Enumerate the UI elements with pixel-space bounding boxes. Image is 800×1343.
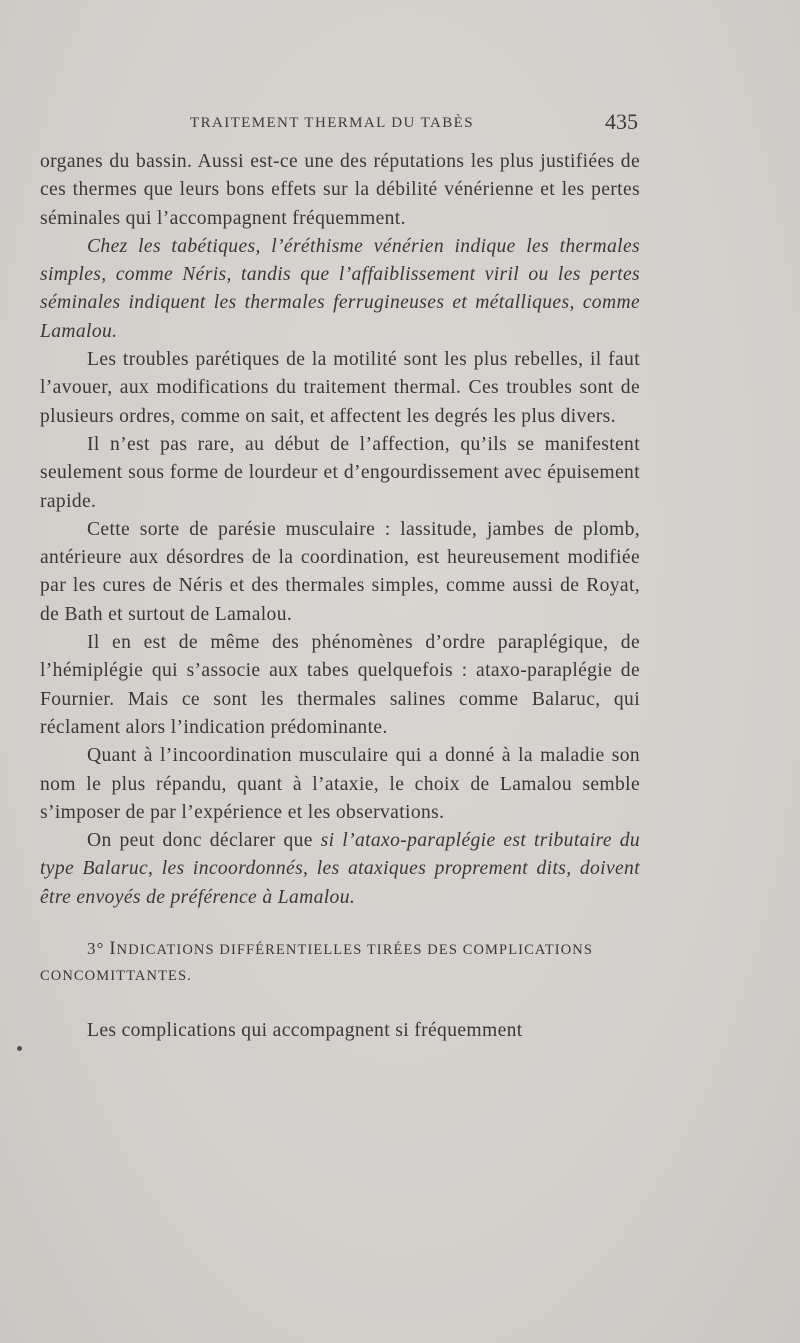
paragraph: [40, 742, 640, 827]
paragraph-text: organes du bassin. Aussi est-ce une des réputations les plus justifiées de ces thermes que leurs bons effets sur la débilité vénérienne et les pertes séminales qui l’accompagnent fréquemment.: [40, 151, 640, 229]
paragraph-text: Les complications qui accompagnent si fréquemment: [87, 1020, 523, 1042]
paragraph: [40, 148, 640, 233]
paragraph: [40, 1017, 640, 1045]
paragraph-text: Quant à l’incoordination musculaire qui a donné à la maladie son nom le plus répandu, quant à l’ataxie, le choix de Lamalou semble s’imposer de par l’expérience et les observations.: [40, 745, 640, 823]
running-head: [40, 109, 720, 139]
paragraph: [40, 346, 640, 431]
section-heading-initial: I: [109, 938, 117, 960]
paragraph-text-italic: si l’ataxo-paraplégie est tributaire du type Balaruc, les incoordonnés, les ataxiques proprement dits, doivent être envoyés de préférence à Lamalou.: [40, 830, 640, 908]
paragraph-text: On peut donc déclarer que: [87, 830, 321, 852]
ink-speck: [17, 1046, 22, 1051]
paragraph: [40, 431, 640, 516]
paragraph-text: Il en est de même des phénomènes d’ordre paraplégique, de l’hémiplégie qui s’associe aux tabes quelquefois : ataxo-paraplégie de Fournier. Mais ce sont les thermales salines comme Balaruc, qui réclament alors l’indication prédominante.: [40, 632, 640, 738]
paragraph: [40, 629, 640, 742]
paragraph: [40, 233, 640, 346]
paragraph-text-italic: Chez les tabétiques, l’éréthisme vénérien indique les thermales simples, comme Néris, tandis que l’affaiblissement viril ou les pertes séminales indiquent les thermales ferrugineuses et métalliques, comme Lamalou.: [40, 235, 640, 342]
section-heading: [40, 936, 640, 989]
paragraph: [40, 516, 640, 629]
paragraph: [40, 827, 640, 912]
section-heading-text: NDICATIONS DIFFÉRENTIELLES TIRÉES DES COMPLICATIONS CONCOMITTANTES.: [40, 942, 594, 985]
paragraph-text: Cette sorte de parésie musculaire : lassitude, jambes de plomb, antérieure aux désordres de la coordination, est heureusement modifiée par les cures de Néris et des thermales simples, comme aussi de Royat, de Bath et surtout de Lamalou.: [40, 518, 640, 625]
paragraph-text: Les troubles parétiques de la motilité sont les plus rebelles, il faut l’avouer, aux modifications du traitement thermal. Ces troubles sont de plusieurs ordres, comme on sait, et affectent les degrés les plus divers.: [40, 349, 640, 427]
section-number: 3°: [87, 939, 105, 959]
page-number: 435: [605, 109, 638, 134]
paragraph-text: Il n’est pas rare, au début de l’affection, qu’ils se manifestent seulement sous forme de lourdeur et d’engourdissement avec épuisement rapide.: [40, 433, 640, 512]
body-text: [40, 148, 640, 1045]
running-title: TRAITEMENT THERMAL DU TABÈS: [190, 115, 474, 131]
